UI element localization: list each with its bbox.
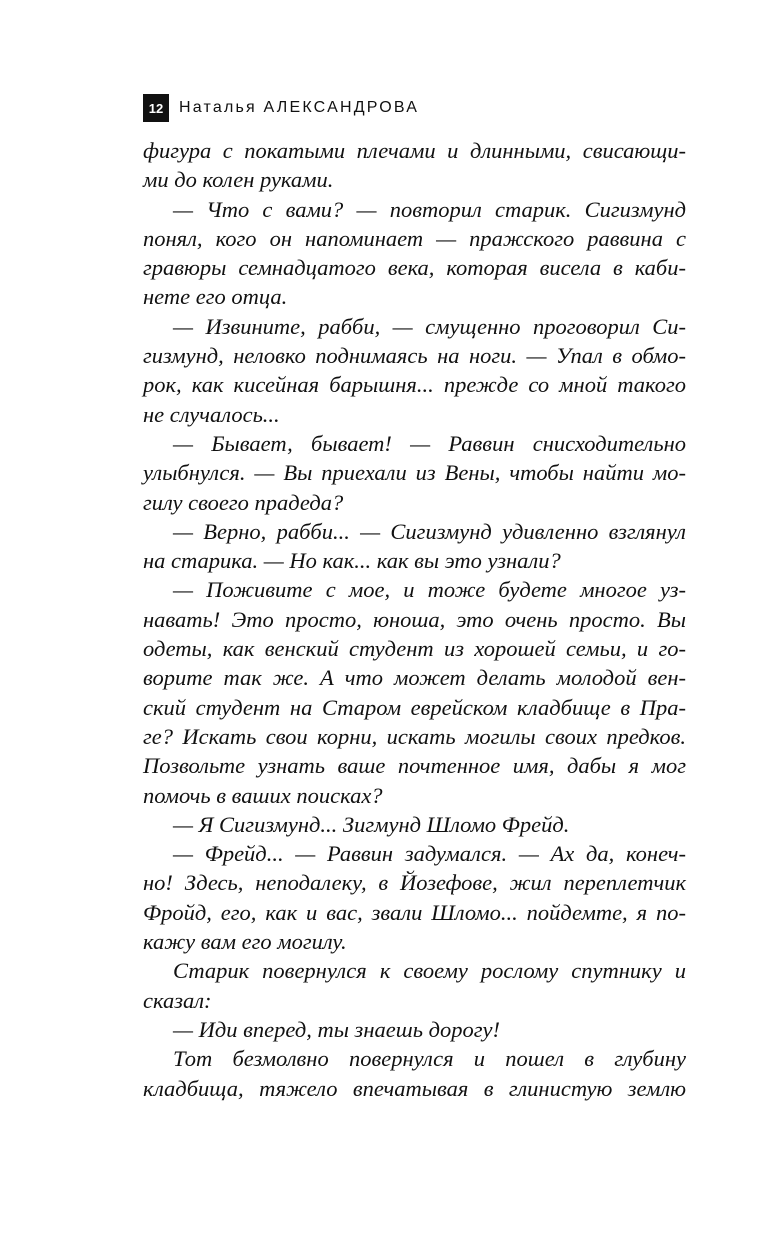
text-line: — Верно, рабби... — Сигизмунд удивленно взглянул bbox=[173, 518, 686, 544]
text-line: Фройд, его, как и вас, звали Шломо... пойдемте, я по- bbox=[143, 899, 686, 925]
text-line: ми до колен руками. bbox=[143, 167, 334, 193]
text-line: — Поживите с мое, и тоже будете многое уз- bbox=[173, 577, 686, 603]
text-line: гравюры семнадцатого века, которая висела в каби- bbox=[143, 255, 686, 281]
text-line: ге? Искать свои корни, искать могилы своих предков. bbox=[143, 723, 686, 749]
text-line: на старика. — Но как... как вы это узнали? bbox=[143, 548, 561, 574]
text-line: Тот безмолвно повернулся и пошел в глубину bbox=[173, 1046, 686, 1072]
text-line: ворите так же. А что может делать молодой вен- bbox=[143, 665, 686, 691]
text-line: — Бывает, бывает! — Раввин снисходительно bbox=[173, 430, 686, 456]
text-line: рок, как кисейная барышня... прежде со мной такого bbox=[143, 372, 686, 398]
text-line: но! Здесь, неподалеку, в Йозефове, жил переплетчик bbox=[143, 870, 686, 896]
body-text bbox=[143, 136, 686, 1103]
text-line: — Иди вперед, ты знаешь дорогу! bbox=[173, 1016, 500, 1042]
text-line: — Что с вами? — повторил старик. Сигизмунд bbox=[173, 196, 686, 222]
text-line: понял, кого он напоминает — пражского раввина с bbox=[143, 225, 686, 251]
text-line: одеты, как венский студент из хорошей семьи, и го- bbox=[143, 636, 686, 662]
text-line: фигура с покатыми плечами и длинными, свисающи- bbox=[143, 138, 686, 163]
text-line: улыбнулся. — Вы приехали из Вены, чтобы найти мо- bbox=[143, 460, 686, 486]
text-line: навать! Это просто, юноша, это очень просто. Вы bbox=[143, 606, 686, 632]
text-line: сказал: bbox=[143, 987, 212, 1013]
running-head bbox=[143, 94, 419, 122]
page-number: 12 bbox=[143, 94, 169, 122]
text-line: гилу своего прадеда? bbox=[143, 489, 344, 515]
text-line: нете его отца. bbox=[143, 284, 288, 310]
text-line: помочь в ваших поисках? bbox=[143, 782, 383, 808]
text-line: гизмунд, неловко поднимаясь на ноги. — Упал в обмо- bbox=[143, 343, 686, 369]
text-line: Старик повернулся к своему рослому спутнику и bbox=[173, 958, 686, 984]
author-name: Наталья АЛЕКСАНДРОВА bbox=[179, 99, 420, 116]
text-line: кажу вам его могилу. bbox=[143, 929, 347, 955]
text-line: — Фрейд... — Раввин задумался. — Ах да, конеч- bbox=[173, 841, 686, 867]
text-line: не случалось... bbox=[143, 401, 280, 427]
text-line: Позвольте узнать ваше почтенное имя, дабы я мог bbox=[143, 753, 686, 779]
text-line: — Извините, рабби, — смущенно проговорил Си- bbox=[173, 313, 686, 339]
text-line: ский студент на Старом еврейском кладбище в Пра- bbox=[143, 694, 686, 720]
text-line: — Я Сигизмунд... Зигмунд Шломо Фрейд. bbox=[173, 811, 570, 837]
text-line: кладбища, тяжело впечатывая в глинистую землю bbox=[143, 1075, 686, 1101]
